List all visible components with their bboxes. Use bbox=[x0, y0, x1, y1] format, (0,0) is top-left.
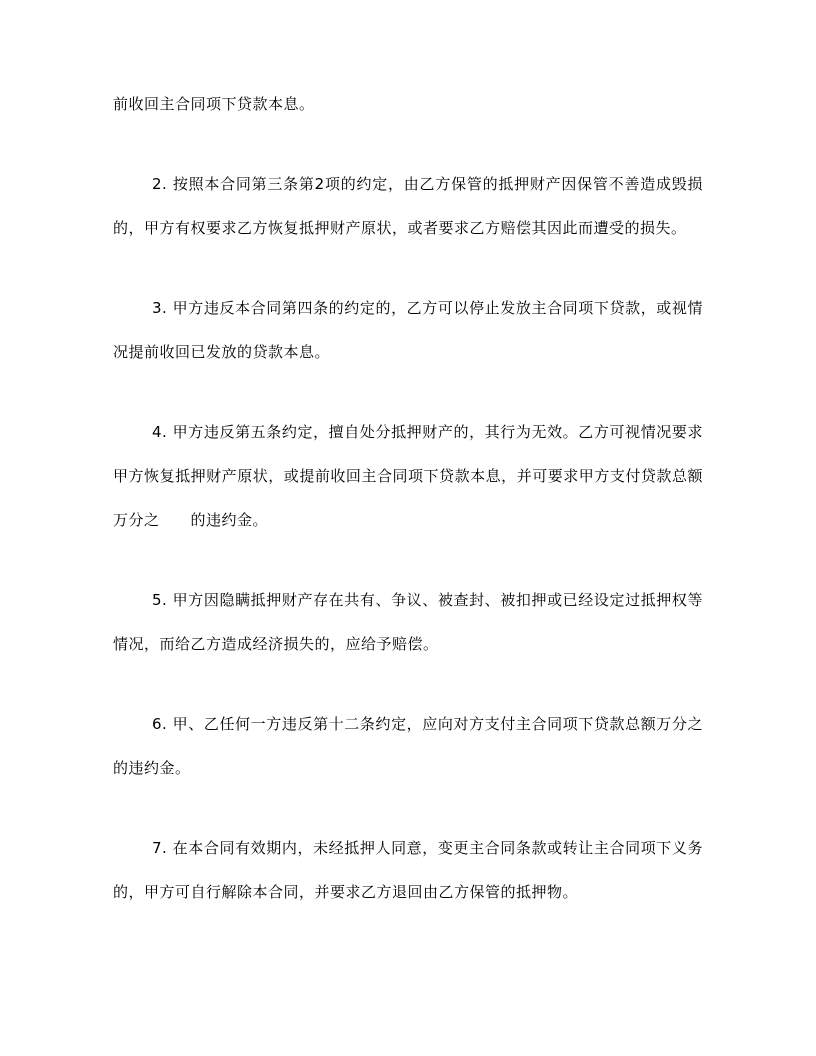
document-body bbox=[113, 82, 735, 950]
clause-paragraph-7: 7. 在本合同有效期内，未经抵押人同意，变更主合同条款或转让主合同项下义务的，甲方可自行解除本合同，并要求乙方退回由乙方保管的抵押物。 bbox=[113, 839, 703, 901]
clause-paragraph-4: 4. 甲方违反第五条约定，擅自处分抵押财产的，其行为无效。乙方可视情况要求甲方恢复抵押财产原状，或提前收回主合同项下贷款本息，并可要求甲方支付贷款总额万分之 的违约金。 bbox=[113, 423, 703, 529]
clause-paragraph-6: 6. 甲、乙任何一方违反第十二条约定，应向对方支付主合同项下贷款总额万分之 的违约金。 bbox=[113, 715, 735, 777]
clause-continuation-line: 前收回主合同项下贷款本息。 bbox=[113, 95, 315, 113]
clause-paragraph-5: 5. 甲方因隐瞒抵押财产存在共有、争议、被查封、被扣押或已经设定过抵押权等情况，而给乙方造成经济损失的，应给予赔偿。 bbox=[113, 591, 703, 653]
clause-paragraph-2: 2. 按照本合同第三条第2项的约定，由乙方保管的抵押财产因保管不善造成毁损的，甲方有权要求乙方恢复抵押财产原状，或者要求乙方赔偿其因此而遭受的损失。 bbox=[113, 175, 703, 237]
clause-paragraph-3: 3. 甲方违反本合同第四条的约定的，乙方可以停止发放主合同项下贷款，或视情况提前收回已发放的贷款本息。 bbox=[113, 299, 703, 361]
